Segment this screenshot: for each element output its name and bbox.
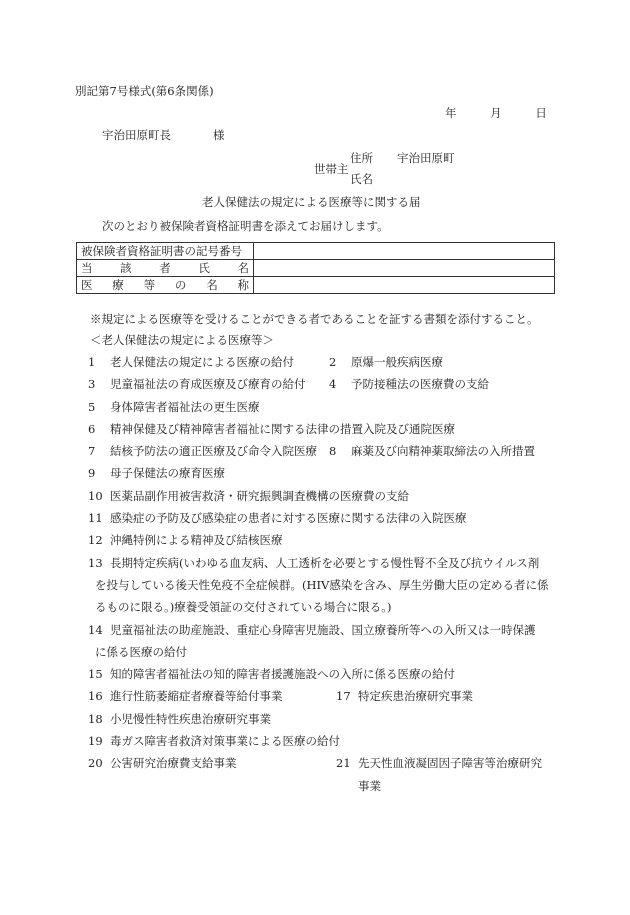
list-item: 18 小児慢性特性疾患治療研究事業 <box>88 711 271 726</box>
date-line <box>445 106 547 121</box>
cert-number-field[interactable] <box>254 243 555 260</box>
year-label: 年 <box>445 106 457 120</box>
document-title: 老人保健法の規定による医療等に関する届 <box>202 195 421 209</box>
list-item: 3 児童福祉法の育成医療及び療育の給付 4 予防接種法の医療費の支給 <box>88 377 489 392</box>
table-row <box>77 260 555 277</box>
medical-list <box>88 355 558 801</box>
person-name-label: 当 該 者 氏 名 <box>77 260 254 277</box>
list-item-continuation: るものに限る。)療養受領証の交付されている場合に限る。) <box>95 600 392 615</box>
form-number: 別記第7号様式(第6条関係) <box>75 84 214 98</box>
month-label: 月 <box>490 106 502 120</box>
list-item: 1 老人保健法の規定による医療の給付 2 原爆一般疾病医療 <box>88 355 443 369</box>
list-title: ＜老人保健法の規定による医療等＞ <box>90 333 274 347</box>
household-head-label: 世帯主 <box>314 162 349 176</box>
list-item-continuation: を投与している後天性免疫不全症候群。(HIV感染を含み、厚生労働大臣の定める者に係 <box>95 577 549 592</box>
cert-number-label: 被保険者資格証明書の記号番号 <box>77 243 254 260</box>
list-item: 15 知的障害者福祉法の知的障害者援護施設への入所に係る医療の給付 <box>88 667 455 682</box>
list-item: 7 結核予防法の適正医療及び命令入院医療 8 麻薬及び向精神薬取締法の入所措置 <box>88 444 535 459</box>
table-row <box>77 243 555 260</box>
list-item: 20 公害研究治療費支給事業 21 先天性血液凝固因子障害等治療研究 <box>88 756 542 771</box>
list-item: 5 身体障害者福祉法の更生医療 <box>88 399 260 414</box>
list-item: 6 精神保健及び精神障害者福祉に関する法律の措置入院及び通院医療 <box>88 421 455 436</box>
list-item: 16 進行性筋萎縮症者療養等給付事業 17 特定疾患治療研究事業 <box>88 689 473 704</box>
list-item: 11 感染症の予防及び感染症の患者に対する医療に関する法律の入院医療 <box>88 511 467 526</box>
day-label: 日 <box>535 106 547 120</box>
list-item: 13 長期特定疾病(いわゆる血友病、人工透析を必要とする慢性腎不全及び抗ウイルス剤 <box>88 555 540 570</box>
person-name-field[interactable] <box>254 260 555 277</box>
note-text: ※規定による医療等を受けることができる者であることを証する書類を添付すること。 <box>90 312 539 326</box>
list-item: 10 医薬品副作用被害救済・研究振興調査機構の医療費の支給 <box>88 488 409 503</box>
info-table <box>76 242 555 294</box>
table-row <box>77 277 555 294</box>
list-item-continuation: 事業 <box>358 778 381 793</box>
addressee-name: 宇治田原町長 <box>102 128 171 142</box>
medical-name-label: 医 療 等 の 名 称 <box>77 277 254 294</box>
address-label: 住所 <box>350 151 373 165</box>
list-item: 14 児童福祉法の助産施設、重症心身障害児施設、国立療養所等への入所又は一時保護 <box>88 622 536 637</box>
intro-text: 次のとおり被保険者資格証明書を添えてお届けします。 <box>102 219 389 233</box>
medical-name-field[interactable] <box>254 277 555 294</box>
list-item: 12 沖縄特例による精神及び結核医療 <box>88 533 283 548</box>
list-item: 9 母子保健法の療育医療 <box>88 466 225 481</box>
addressee <box>102 128 225 143</box>
address-value: 宇治田原町 <box>397 151 455 165</box>
addressee-honorific: 様 <box>213 128 225 142</box>
name-label: 氏名 <box>350 172 373 186</box>
list-item-continuation: に係る医療の給付 <box>95 644 187 659</box>
list-item: 19 毒ガス障害者救済対策事業による医療の給付 <box>88 734 340 749</box>
